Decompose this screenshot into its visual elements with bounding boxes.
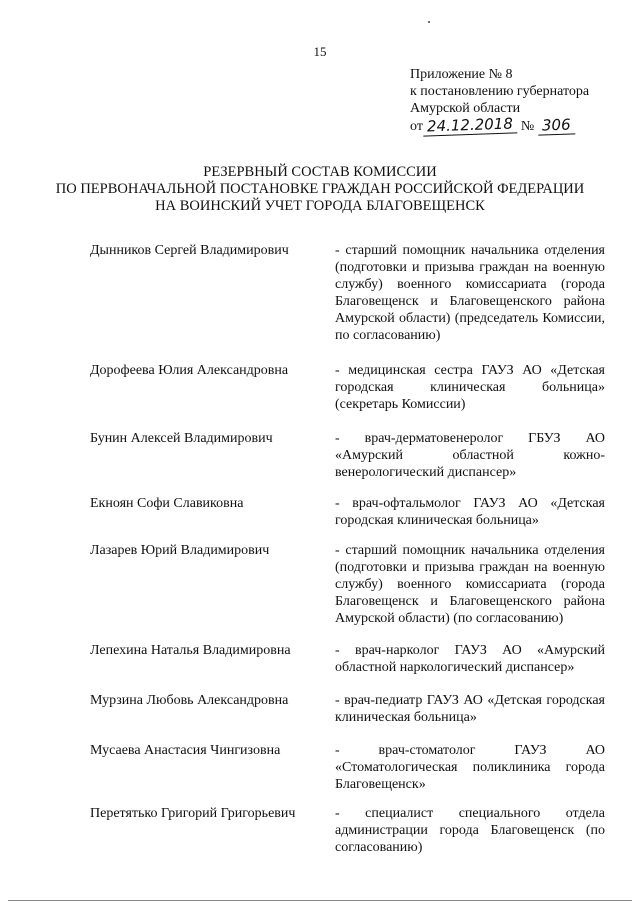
- member-row: [90, 692, 605, 742]
- appendix-date-line: [410, 114, 589, 136]
- member-role: - старший помощник начальника отделения (подготовки и призыва граждан на военную службу) военного комиссариата (города Благовещенск и Благовещенского района Амурской области) (по согласованию): [335, 543, 605, 626]
- member-role: - специалист специального отдела администрации города Благовещенск (по согласованию): [335, 806, 605, 855]
- member-row: [90, 430, 605, 495]
- commission-roster: [90, 242, 605, 865]
- appendix-decree-ref: к постановлению губернатора: [410, 84, 590, 99]
- document-title: [0, 164, 640, 215]
- member-role: - врач-нарколог ГАУЗ АО «Амурский областной наркологический диспансер»: [335, 643, 605, 675]
- member-row: [90, 642, 605, 692]
- scan-speck: [428, 21, 430, 23]
- member-name: Лепехина Наталья Владимировна: [90, 643, 291, 658]
- date-prefix: от: [410, 119, 423, 134]
- member-name: Мусаева Анастасия Чингизовна: [90, 743, 281, 758]
- member-row: [90, 242, 605, 362]
- member-row: [90, 805, 605, 865]
- member-role: - врач-стоматолог ГАУЗ АО «Стоматологическая поликлиника города Благовещенск»: [335, 743, 605, 792]
- member-role: - старший помощник начальника отделения (подготовки и призыва граждан на военную службу) военного комиссариата (города Благовещенск и Благовещенского района Амурской области) (председатель Комиссии, по согласованию): [335, 243, 605, 343]
- appendix-number: Приложение № 8: [410, 67, 513, 82]
- member-row: [90, 742, 605, 805]
- member-role: - медицинская сестра ГАУЗ АО «Детская городская клиническая больница» (секретарь Комиссии): [335, 363, 605, 412]
- member-role: - врач-офтальмолог ГАУЗ АО «Детская городская клиническая больница»: [335, 496, 605, 528]
- appendix-region: Амурской области: [410, 101, 521, 116]
- member-name: Мурзина Любовь Александровна: [90, 693, 289, 708]
- handwritten-number: 306: [538, 116, 575, 135]
- member-name: Перетятько Григорий Григорьевич: [90, 806, 296, 821]
- scan-edge-line: [8, 900, 632, 901]
- member-name: Дынников Сергей Владимирович: [90, 243, 289, 258]
- appendix-header: [410, 66, 589, 135]
- title-line-2: ПО ПЕРВОНАЧАЛЬНОЙ ПОСТАНОВКЕ ГРАЖДАН РОССИЙСКОЙ ФЕДЕРАЦИИ: [55, 181, 585, 197]
- member-name: Екноян Софи Славиковна: [90, 496, 244, 511]
- member-row: [90, 362, 605, 430]
- number-label: №: [520, 119, 535, 134]
- page-number: 15: [313, 44, 327, 59]
- member-role: - врач-педиатр ГАУЗ АО «Детская городская клиническая больница»: [335, 693, 605, 725]
- title-line-1: РЕЗЕРВНЫЙ СОСТАВ КОМИССИИ: [203, 164, 437, 180]
- member-row: [90, 542, 605, 642]
- title-line-3: НА ВОИНСКИЙ УЧЕТ ГОРОДА БЛАГОВЕЩЕНСК: [155, 198, 485, 214]
- handwritten-date: 24.12.2018: [423, 115, 517, 136]
- member-name: Бунин Алексей Владимирович: [90, 431, 273, 446]
- member-row: [90, 495, 605, 542]
- member-name: Лазарев Юрий Владимирович: [90, 543, 270, 558]
- member-name: Дорофеева Юлия Александровна: [90, 363, 289, 378]
- member-role: - врач-дерматовенеролог ГБУЗ АО «Амурский областной кожно-венерологический диспансер»: [335, 431, 605, 480]
